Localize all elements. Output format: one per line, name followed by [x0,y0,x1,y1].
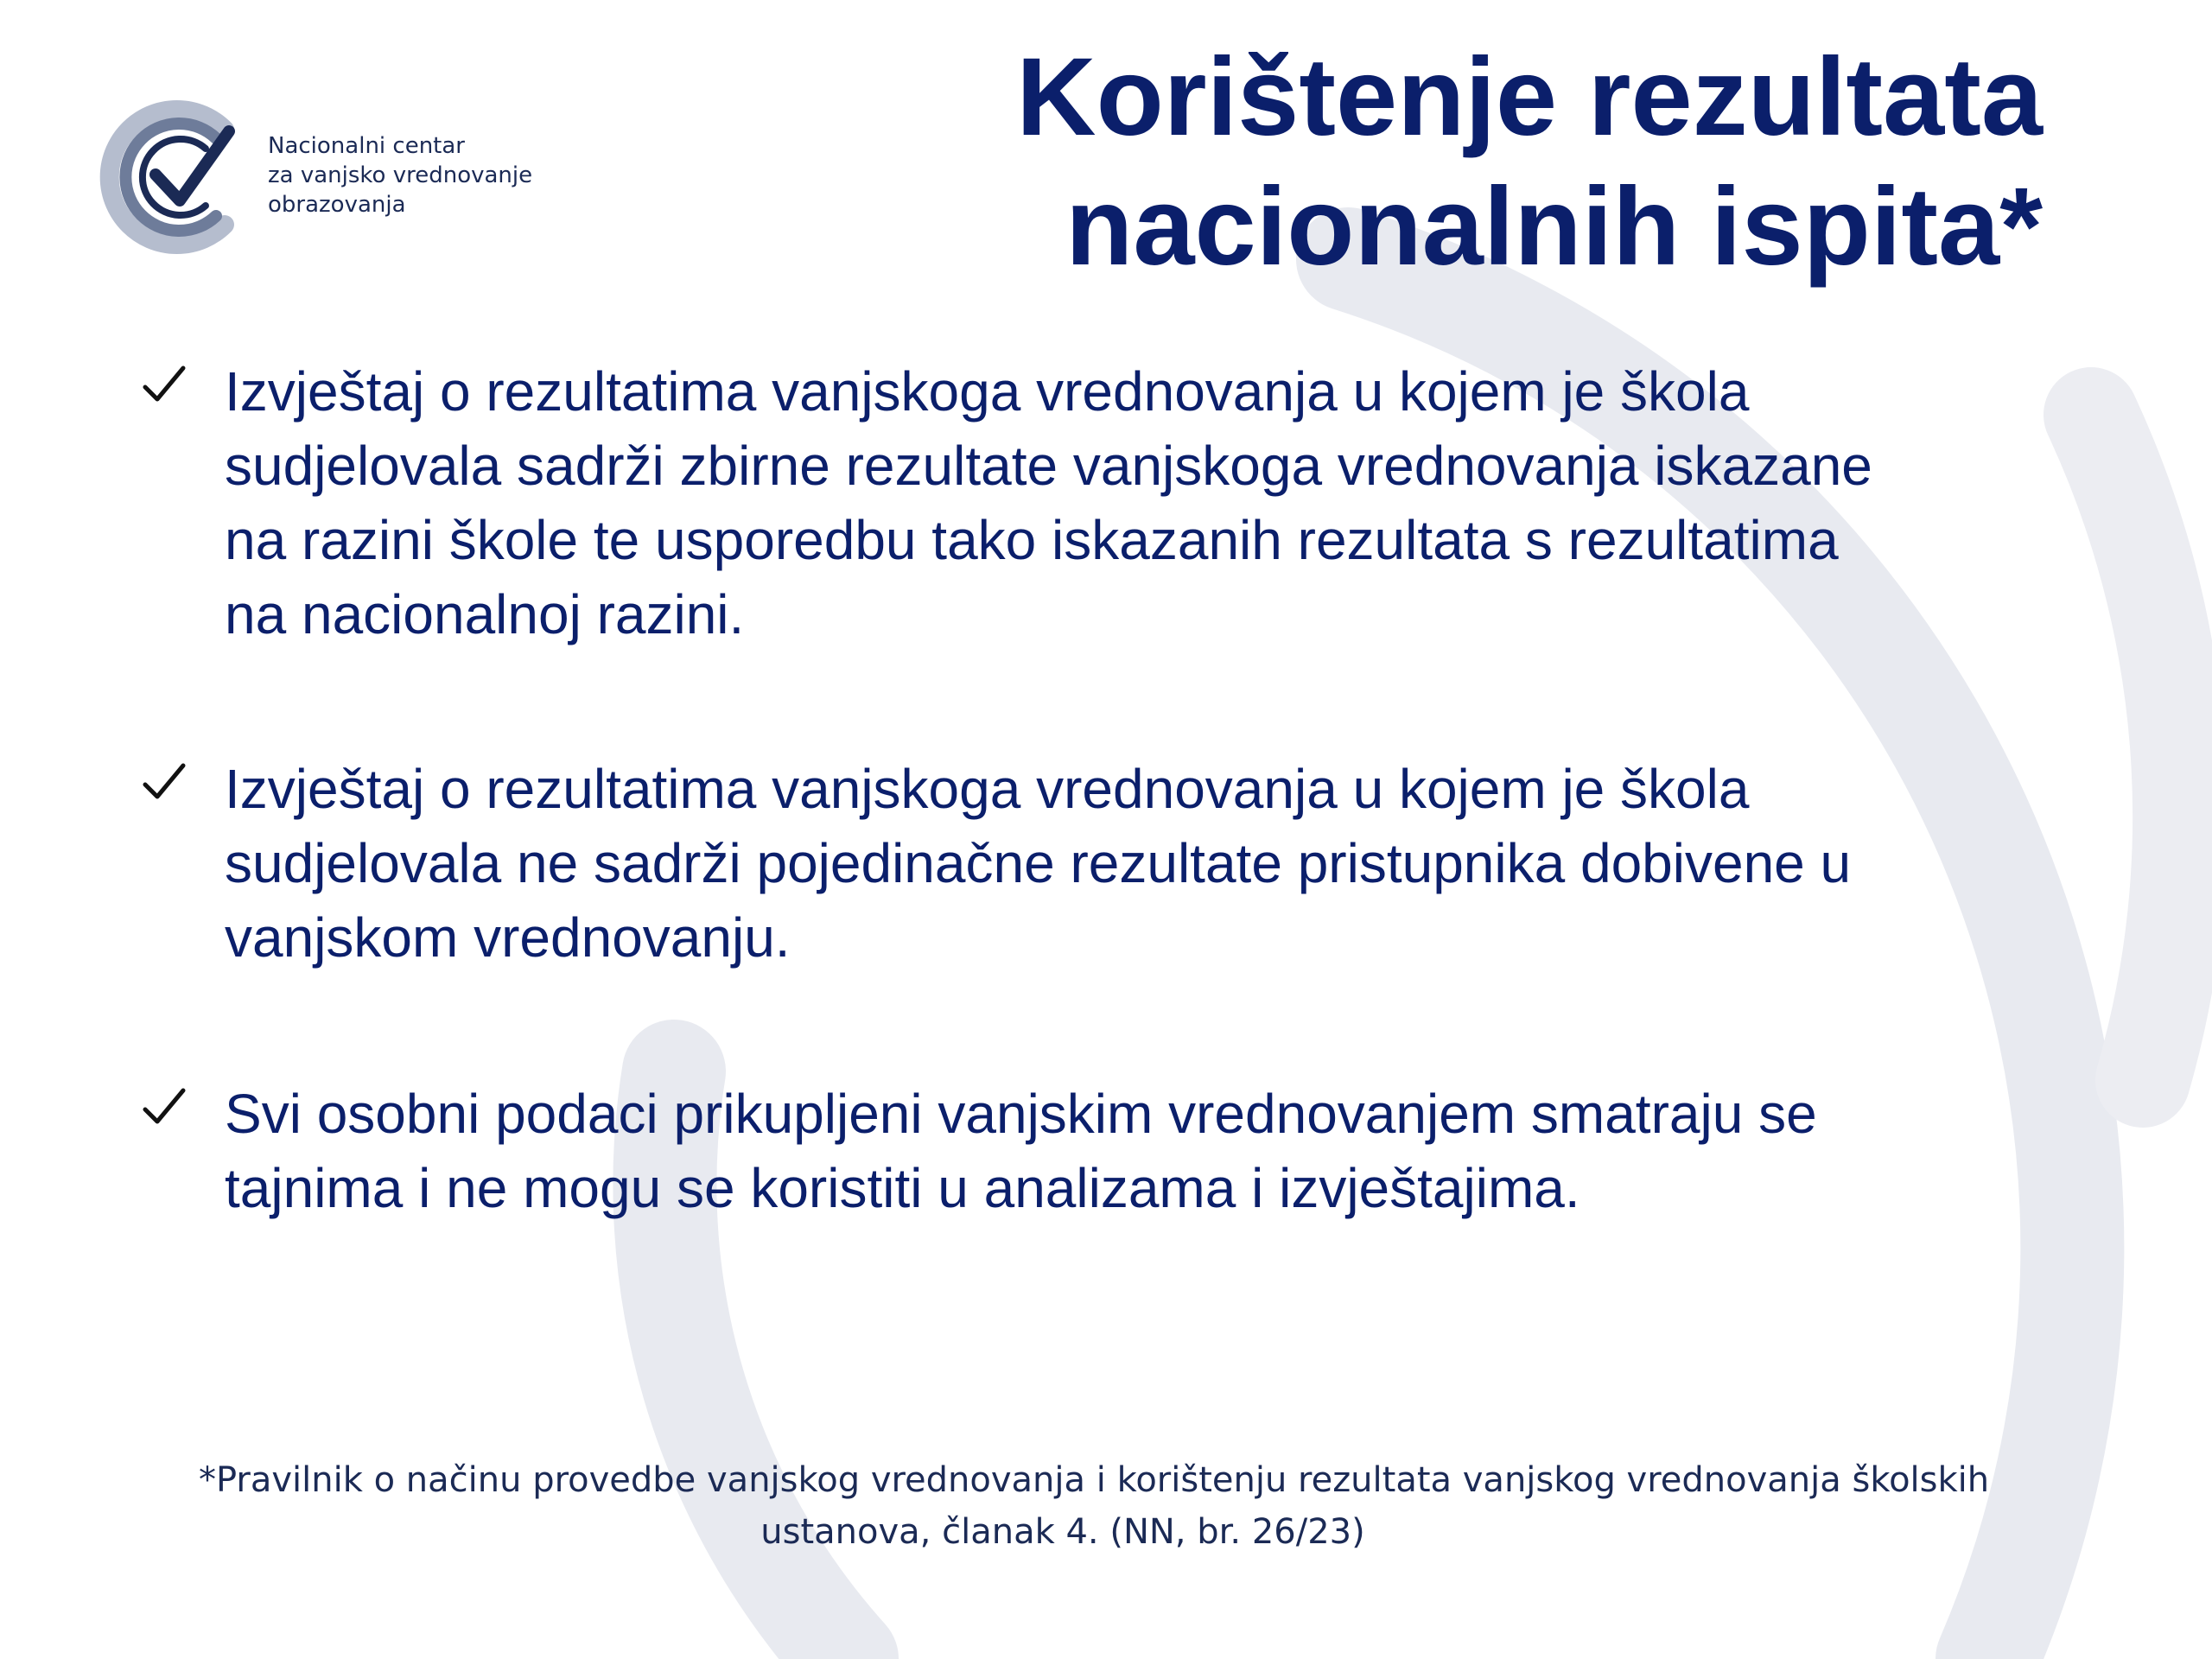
footnote [199,1454,1990,1558]
bullet-line: sudjelovala sadrži zbirne rezultate vanjskoga vrednovanja iskazane [225,435,1872,497]
title-line-2: nacionalnih ispita* [1065,165,2043,289]
bullet-line: vanjskom vrednovanju. [225,906,791,969]
footnote-line-1: *Pravilnik o načinu provedbe vanjskog vrednovanja i korištenju rezultata vanjskog vrednovanja školskih [199,1460,1990,1500]
bullet-line: tajnima i ne mogu se koristiti u analizama i izvještajima. [225,1157,1580,1219]
inner-arc [2091,415,2180,1080]
checkmark-icon [138,1082,190,1134]
page-title [747,33,2043,292]
logo-line: obrazovanja [268,192,406,218]
logo-line: za vanjsko vrednovanje [268,162,533,188]
bullet-line: Izvještaj o rezultatima vanjskoga vrednovanja u kojem je škola [225,758,1750,820]
bullet-text [225,1077,2091,1225]
logo-line: Nacionalni centar [268,133,465,159]
title-line-1: Korištenje rezultata [1016,35,2043,159]
bullet-line: na nacionalnoj razini. [225,583,745,645]
bullet-text [225,354,2091,652]
logo-text [268,131,532,219]
checkmark-icon [138,757,190,809]
bullet-line: Svi osobni podaci prikupljeni vanjskim vrednovanjem smatraju se [225,1083,1817,1145]
logo [95,95,579,259]
bullet-line: Izvještaj o rezultatima vanjskoga vrednovanja u kojem je škola [225,360,1750,423]
footnote-line-2: ustanova, članak 4. (NN, br. 26/23) [760,1512,1365,1552]
bullet-line: sudjelovala ne sadrži pojedinačne rezultate pristupnika dobivene u [225,832,1852,894]
bullet-line: na razini škole te usporedbu tako iskazanih rezultata s rezultatima [225,509,1839,571]
bullet-text [225,752,2091,975]
checkmark-icon [138,359,190,411]
logo-mark [95,95,259,259]
